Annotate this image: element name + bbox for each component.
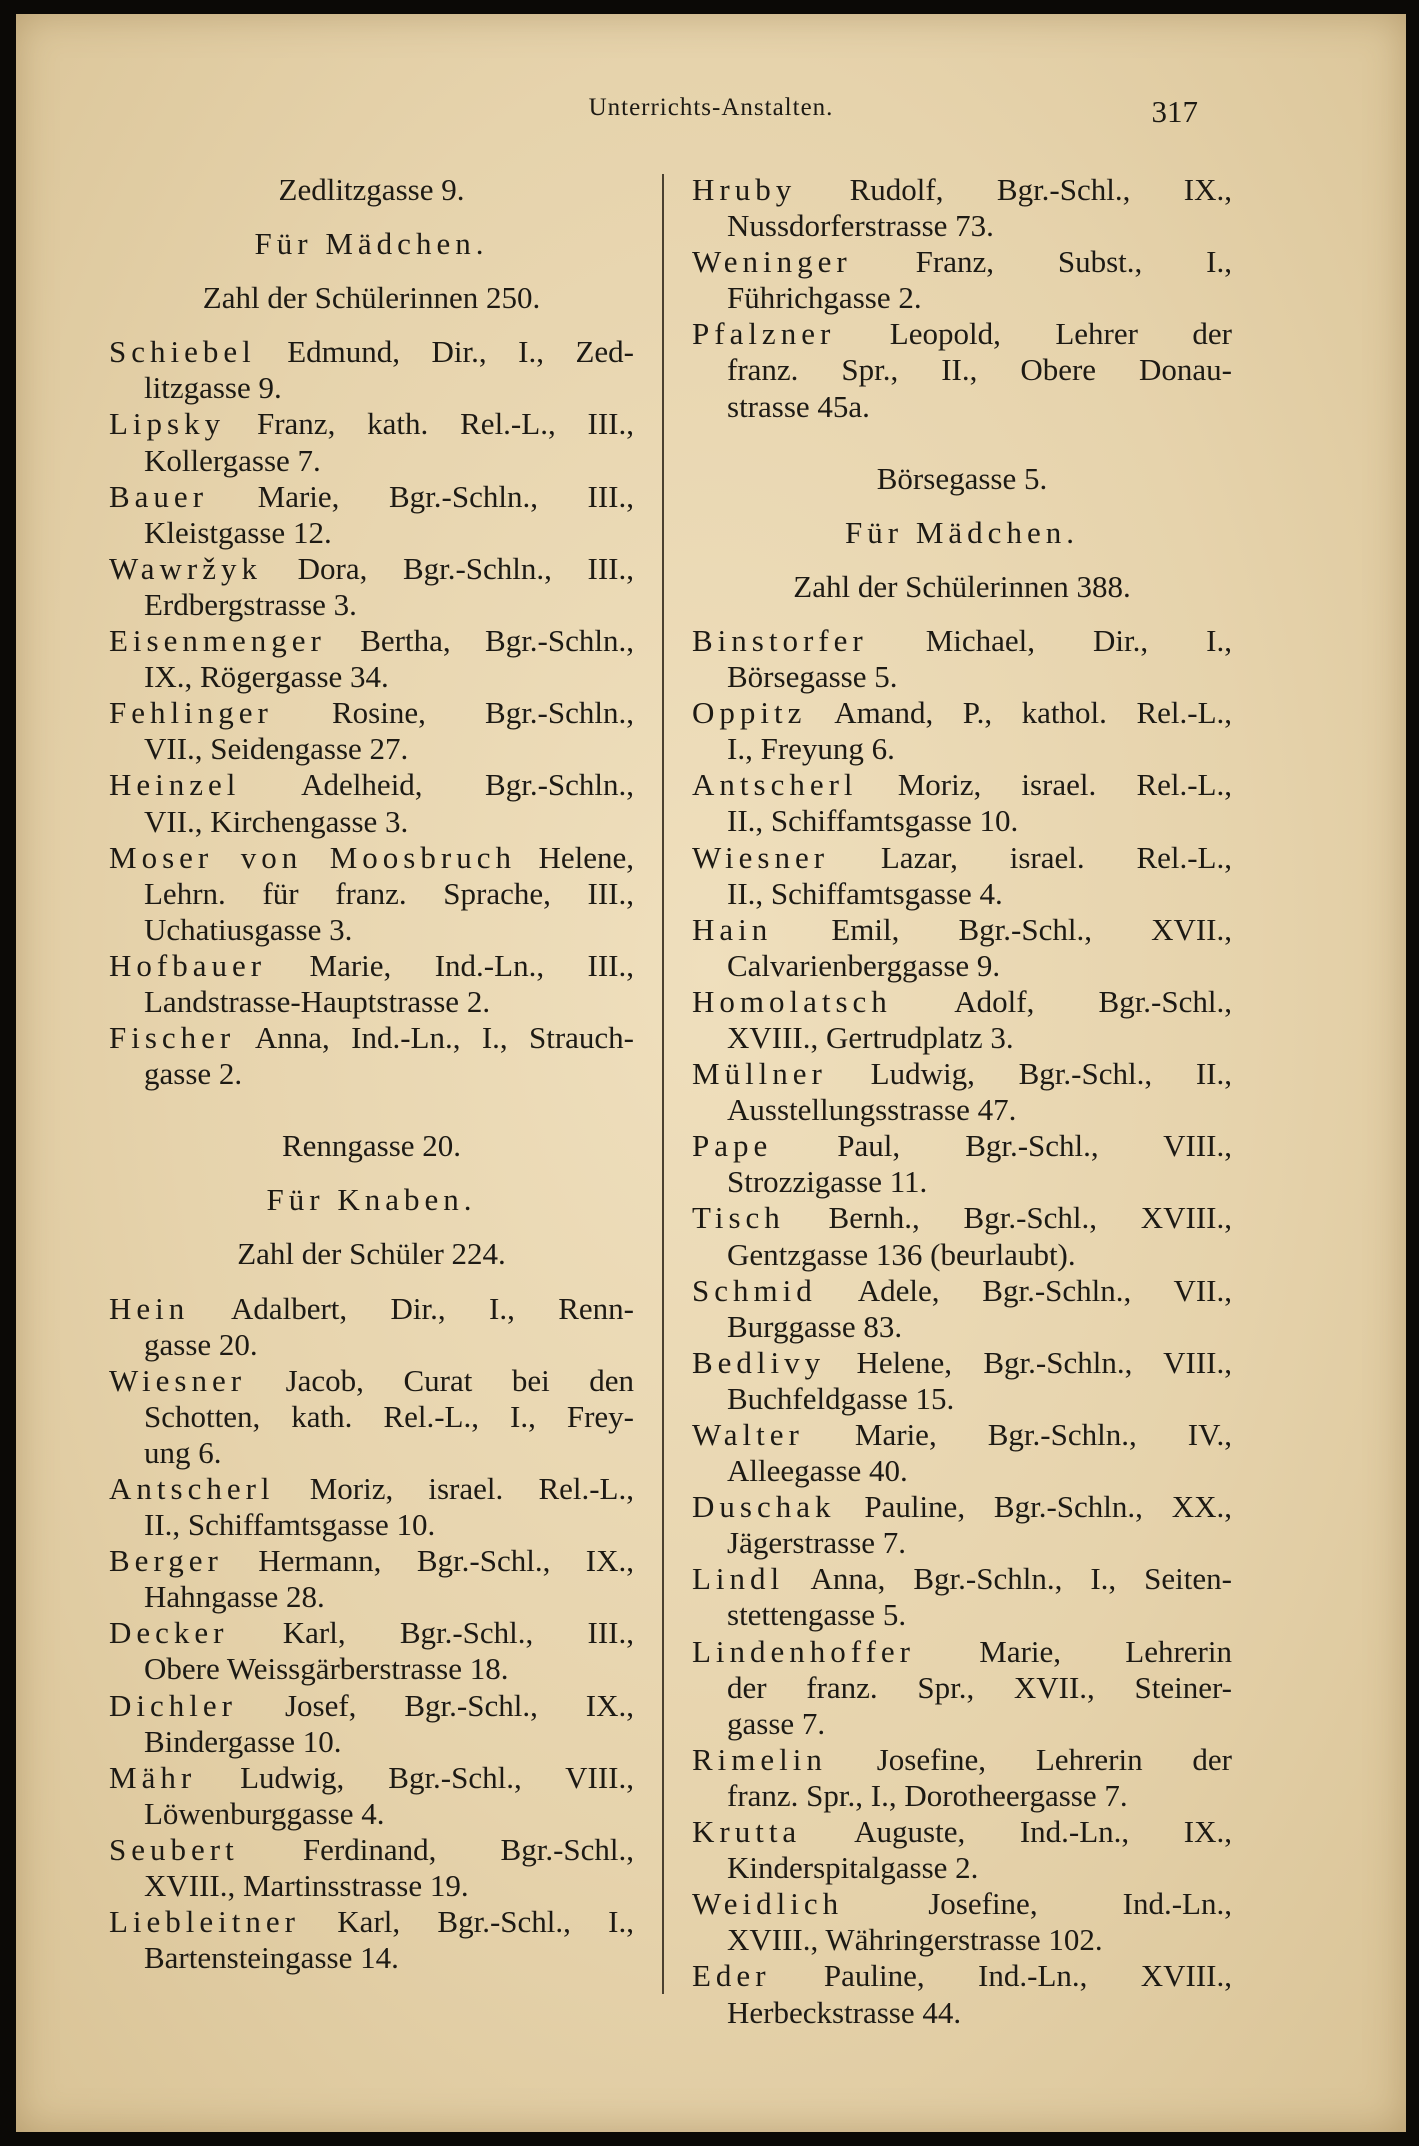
directory-entry <box>692 840 1232 912</box>
section-count: Zahl der Schülerinnen 388. <box>793 568 1131 604</box>
directory-entry <box>692 1273 1232 1345</box>
heading-gap <box>109 316 634 334</box>
entry-details: Moriz, israel. Rel.-L., <box>897 767 1232 803</box>
entry-details: Rosine, Bgr.-Schln., <box>331 695 634 731</box>
entry-first-line <box>109 479 634 515</box>
entry-continuation: II., Schiffamtsgasse 4. <box>727 875 1003 911</box>
entry-continuation: Strozzigasse 11. <box>727 1164 928 1200</box>
entry-continuation: der franz. Spr., XVII., Steiner- <box>727 1669 1232 1705</box>
directory-entry <box>692 912 1232 984</box>
directory-entry <box>109 623 634 695</box>
person-surname: Müllner <box>692 1056 827 1092</box>
entry-continuation: II., Schiffamtsgasse 10. <box>144 1507 436 1543</box>
section-gap <box>692 425 1232 461</box>
entry-continuation: Uchatiusgasse 3. <box>144 911 353 947</box>
entry-first-line <box>109 334 634 370</box>
entry-first-line <box>109 406 634 442</box>
directory-entry <box>109 1363 634 1471</box>
entry-details: Adolf, Bgr.-Schl., <box>954 983 1232 1019</box>
person-surname: Fehlinger <box>109 695 273 731</box>
section-gap <box>109 1092 634 1128</box>
section-count: Zahl der Schülerinnen 250. <box>202 280 541 316</box>
person-surname: Hein <box>109 1290 190 1326</box>
heading-gap <box>692 551 1232 569</box>
entry-continuation: Bartensteingasse 14. <box>144 1940 399 1976</box>
entry-continuation: II., Schiffamtsgasse 10. <box>727 803 1019 839</box>
person-surname: Antscherl <box>109 1471 275 1506</box>
entry-details: Bernh., Bgr.-Schl., XVIII., <box>828 1200 1233 1236</box>
entry-first-line <box>109 623 634 659</box>
column-divider <box>662 174 664 1994</box>
person-surname: Wiesner <box>692 839 830 875</box>
entry-continuation: Landstrasse-Hauptstrasse 2. <box>144 983 491 1019</box>
person-surname: Seubert <box>109 1831 239 1867</box>
entry-continuation: franz. Spr., I., Dorotheergasse 7. <box>727 1777 1128 1813</box>
person-surname: Tisch <box>692 1200 785 1236</box>
heading-gap <box>692 497 1232 515</box>
entry-continuation: XVIII., Martinsstrasse 19. <box>144 1868 469 1904</box>
entry-continuation: gasse 20. <box>144 1326 258 1362</box>
entry-details: Edmund, Dir., I., Zed- <box>287 334 634 370</box>
entry-details: Bertha, Bgr.-Schln., <box>360 623 634 659</box>
entry-details: Helene, <box>538 839 634 875</box>
person-surname: Walter <box>692 1417 804 1452</box>
directory-entry <box>692 244 1232 316</box>
person-surname: Decker <box>109 1615 229 1651</box>
entry-details: Pauline, Ind.-Ln., XVIII., <box>823 1958 1233 1994</box>
entry-continuation: strasse 45a. <box>727 388 870 424</box>
entry-details: Marie, Ind.-Ln., III., <box>309 947 634 983</box>
entry-continuation: XVIII., Währingerstrasse 102. <box>727 1922 1103 1958</box>
entry-continuation: I., Freyung 6. <box>727 731 895 767</box>
entry-first-line <box>692 1200 1232 1236</box>
entry-first-line <box>692 1489 1232 1525</box>
person-surname: Rimelin <box>692 1741 827 1777</box>
person-surname: Homolatsch <box>692 983 892 1019</box>
directory-entry <box>692 695 1232 767</box>
section-count: Zahl der Schüler 224. <box>237 1236 506 1272</box>
entry-details: Moriz, israel. Rel.-L., <box>309 1471 634 1506</box>
entry-first-line <box>109 1471 634 1507</box>
entry-continuation: XVIII., Gertrudplatz 3. <box>727 1019 1014 1055</box>
person-surname: Krutta <box>692 1814 802 1850</box>
entry-first-line <box>692 1634 1232 1670</box>
directory-entry <box>692 316 1232 424</box>
entry-details: Anna, Bgr.-Schln., I., Seiten- <box>810 1561 1232 1597</box>
entry-first-line <box>692 1561 1232 1597</box>
entry-details: Ludwig, Bgr.-Schl., VIII., <box>240 1759 635 1795</box>
person-surname: Berger <box>109 1543 223 1579</box>
directory-entry <box>692 1561 1232 1633</box>
person-surname: Lindl <box>692 1561 785 1597</box>
directory-entry <box>692 1128 1232 1200</box>
directory-entry <box>109 695 634 767</box>
entry-first-line <box>109 1020 634 1056</box>
entry-first-line <box>109 767 634 803</box>
entry-details: Marie, Bgr.-Schln., IV., <box>854 1417 1232 1452</box>
section-target: Für Mädchen. <box>845 514 1079 550</box>
heading-gap <box>109 1164 634 1182</box>
entry-details: Pauline, Bgr.-Schln., XX., <box>864 1489 1232 1525</box>
directory-entry <box>692 1417 1232 1489</box>
heading-gap <box>109 1273 634 1291</box>
directory-entry <box>109 334 634 406</box>
person-surname: Dichler <box>109 1687 237 1723</box>
person-surname: Pape <box>692 1128 773 1164</box>
person-surname: Wiesner <box>109 1362 247 1398</box>
entry-continuation: Calvarienberggasse 9. <box>727 947 1001 983</box>
entry-details: Amand, P., kathol. Rel.-L., <box>834 695 1233 731</box>
entry-first-line <box>692 244 1232 280</box>
entry-first-line <box>109 1363 634 1399</box>
left-column <box>109 172 634 1976</box>
book-page <box>16 14 1406 2132</box>
heading-gap <box>109 1218 634 1236</box>
entry-continuation: Börsegasse 5. <box>727 659 898 695</box>
entry-first-line <box>692 984 1232 1020</box>
entry-continuation: Burggasse 83. <box>727 1308 903 1344</box>
entry-first-line <box>109 1904 634 1940</box>
person-surname: Lipsky <box>109 406 226 442</box>
directory-entry <box>692 1634 1232 1742</box>
entry-first-line <box>109 948 634 984</box>
heading-gap <box>109 208 634 226</box>
entry-details: Adelheid, Bgr.-Schln., <box>301 767 635 803</box>
entry-details: Anna, Ind.-Ln., I., Strauch- <box>254 1020 634 1056</box>
person-surname: Binstorfer <box>692 622 868 658</box>
entry-first-line <box>692 1958 1232 1994</box>
entry-first-line <box>109 1760 634 1796</box>
entry-first-line <box>692 1345 1232 1381</box>
entry-continuation: ung 6. <box>144 1434 222 1470</box>
entry-details: Karl, Bgr.-Schl., I., <box>337 1904 635 1940</box>
person-surname: Hruby <box>692 172 797 207</box>
entry-continuation: Hahngasse 28. <box>144 1579 325 1615</box>
directory-entry <box>109 1543 634 1615</box>
heading-gap <box>109 262 634 280</box>
entry-continuation: Herbeckstrasse 44. <box>727 1994 962 2030</box>
entry-first-line <box>692 767 1232 803</box>
directory-entry <box>109 1832 634 1904</box>
entry-details: Marie, Lehrerin <box>979 1633 1232 1669</box>
entry-first-line <box>109 551 634 587</box>
entry-first-line <box>109 1543 634 1579</box>
entry-continuation: Jägerstrasse 7. <box>727 1525 907 1561</box>
person-surname: Moser von Moosbruch <box>109 839 516 875</box>
entry-details: Leopold, Lehrer der <box>889 316 1233 352</box>
person-surname: Oppitz <box>692 695 807 731</box>
entry-details: Michael, Dir., I., <box>925 622 1232 658</box>
person-surname: Duschak <box>692 1489 836 1525</box>
entry-continuation: IX., Rögergasse 34. <box>144 659 389 695</box>
entry-details: Hermann, Bgr.-Schl., IX., <box>258 1543 635 1579</box>
person-surname: Bauer <box>109 478 209 514</box>
heading-gap <box>692 605 1232 623</box>
section-target: Für Knaben. <box>266 1182 477 1218</box>
entry-continuation: gasse 2. <box>144 1056 243 1092</box>
person-surname: Eisenmenger <box>109 623 326 659</box>
person-surname: Bedlivy <box>692 1344 826 1380</box>
entry-continuation: Kinderspitalgasse 2. <box>727 1850 979 1886</box>
directory-entry <box>109 948 634 1020</box>
entry-details: Jacob, Curat bei den <box>285 1362 634 1398</box>
directory-entry <box>109 1020 634 1092</box>
entry-first-line <box>692 695 1232 731</box>
directory-entry <box>692 1814 1232 1886</box>
entry-details: Helene, Bgr.-Schln., VIII., <box>856 1344 1232 1380</box>
directory-entry <box>109 479 634 551</box>
directory-entry <box>692 1742 1232 1814</box>
entry-first-line <box>109 1615 634 1651</box>
directory-entry <box>692 1200 1232 1272</box>
person-surname: Mähr <box>109 1759 197 1795</box>
entry-continuation: Löwenburggasse 4. <box>144 1795 385 1831</box>
entry-first-line <box>692 840 1232 876</box>
person-surname: Antscherl <box>692 767 858 803</box>
entry-first-line <box>692 1128 1232 1164</box>
entry-continuation: VII., Seidengasse 27. <box>144 731 409 767</box>
person-surname: Lindenhoffer <box>692 1633 915 1669</box>
person-surname: Eder <box>692 1958 771 1994</box>
entry-continuation: Alleegasse 40. <box>727 1453 908 1489</box>
directory-entry <box>109 1471 634 1543</box>
directory-entry <box>692 1886 1232 1958</box>
person-surname: Liebleitner <box>109 1904 300 1940</box>
entry-continuation: Buchfeldgasse 15. <box>727 1380 955 1416</box>
entry-first-line <box>692 912 1232 948</box>
entry-first-line <box>109 1832 634 1868</box>
right-column <box>692 172 1232 2031</box>
directory-entry <box>109 840 634 948</box>
page-number: 317 <box>1151 94 1198 129</box>
directory-entry <box>109 1688 634 1760</box>
entry-continuation: Ausstellungsstrasse 47. <box>727 1092 1017 1128</box>
directory-entry <box>692 623 1232 695</box>
entry-details: Ferdinand, Bgr.-Schl., <box>302 1831 634 1867</box>
entry-first-line <box>109 695 634 731</box>
person-surname: Fischer <box>109 1020 236 1056</box>
entry-first-line <box>692 1814 1232 1850</box>
entry-continuation: franz. Spr., II., Obere Donau- <box>727 352 1232 388</box>
entry-details: Auguste, Ind.-Ln., IX., <box>854 1814 1232 1850</box>
section-target: Für Mädchen. <box>254 226 489 262</box>
entry-continuation: Gentzgasse 136 (beurlaubt). <box>727 1236 1076 1272</box>
directory-entry <box>692 1958 1232 2030</box>
entry-first-line <box>692 1417 1232 1453</box>
directory-entry <box>692 767 1232 839</box>
directory-entry <box>692 984 1232 1056</box>
entry-continuation: Führichgasse 2. <box>727 280 922 316</box>
entry-continuation: litzgasse 9. <box>144 370 282 406</box>
directory-entry <box>109 1291 634 1363</box>
person-surname: Heinzel <box>109 767 241 803</box>
entry-first-line <box>692 623 1232 659</box>
entry-details: Adalbert, Dir., I., Renn- <box>230 1290 635 1326</box>
entry-continuation: Lehrn. für franz. Sprache, III., <box>144 875 634 911</box>
entry-first-line <box>109 1291 634 1327</box>
entry-continuation: VII., Kirchengasse 3. <box>144 803 409 839</box>
entry-details: Josefine, Lehrerin der <box>876 1741 1232 1777</box>
section-street: Börsegasse 5. <box>876 460 1048 496</box>
entry-details: Karl, Bgr.-Schl., III., <box>282 1615 635 1651</box>
entry-details: Franz, Subst., I., <box>915 244 1233 280</box>
person-surname: Pfalzner <box>692 316 836 352</box>
entry-first-line <box>692 1056 1232 1092</box>
entry-details: Josef, Bgr.-Schl., IX., <box>284 1687 635 1723</box>
entry-details: Emil, Bgr.-Schl., XVII., <box>831 911 1233 947</box>
entry-details: Lazar, israel. Rel.-L., <box>880 839 1232 875</box>
person-surname: Weidlich <box>692 1886 844 1922</box>
person-surname: Hofbauer <box>109 947 267 983</box>
directory-entry <box>692 1345 1232 1417</box>
entry-first-line <box>692 1273 1232 1309</box>
entry-continuation: Erdbergstrasse 3. <box>144 586 357 622</box>
directory-entry <box>109 406 634 478</box>
entry-details: Josefine, Ind.-Ln., <box>928 1886 1232 1922</box>
entry-continuation: Nussdorferstrasse 73. <box>727 208 994 244</box>
directory-entry <box>109 1904 634 1976</box>
entry-continuation: Obere Weissgärberstrasse 18. <box>144 1651 509 1687</box>
entry-first-line <box>692 1886 1232 1922</box>
directory-entry <box>692 1056 1232 1128</box>
entry-first-line <box>109 840 634 876</box>
entry-details: Marie, Bgr.-Schln., III., <box>257 478 635 514</box>
entry-first-line <box>109 1688 634 1724</box>
person-surname: Hain <box>692 911 773 947</box>
entry-continuation: Kollergasse 7. <box>144 442 321 478</box>
entry-first-line <box>692 172 1232 208</box>
running-title: Unterrichts-Anstalten. <box>588 94 834 121</box>
entry-continuation: Kleistgasse 12. <box>144 514 332 550</box>
entry-first-line <box>692 316 1232 352</box>
section-street: Renngasse 20. <box>281 1128 462 1164</box>
directory-entry <box>109 767 634 839</box>
entry-continuation: Schotten, kath. Rel.-L., I., Frey- <box>144 1398 634 1434</box>
entry-first-line <box>692 1742 1232 1778</box>
entry-details: Franz, kath. Rel.-L., III., <box>256 406 635 442</box>
directory-entry <box>109 1615 634 1687</box>
person-surname: Weninger <box>692 244 852 280</box>
entry-details: Rudolf, Bgr.-Schl., IX., <box>849 172 1232 207</box>
person-surname: Schmid <box>692 1272 817 1308</box>
entry-continuation: stettengasse 5. <box>727 1597 907 1633</box>
entry-details: Dora, Bgr.-Schln., III., <box>297 550 634 586</box>
entry-details: Paul, Bgr.-Schl., VIII., <box>837 1128 1232 1164</box>
entry-continuation: Bindergasse 10. <box>144 1723 342 1759</box>
directory-entry <box>109 1760 634 1832</box>
person-surname: Wawržyk <box>109 550 263 586</box>
entry-details: Ludwig, Bgr.-Schl., II., <box>870 1056 1233 1092</box>
entry-continuation: gasse 7. <box>727 1705 826 1741</box>
directory-entry <box>109 551 634 623</box>
directory-entry <box>692 172 1232 244</box>
directory-entry <box>692 1489 1232 1561</box>
person-surname: Schiebel <box>109 334 256 370</box>
entry-details: Adele, Bgr.-Schln., VII., <box>857 1272 1232 1308</box>
section-street: Zedlitzgasse 9. <box>278 172 465 207</box>
